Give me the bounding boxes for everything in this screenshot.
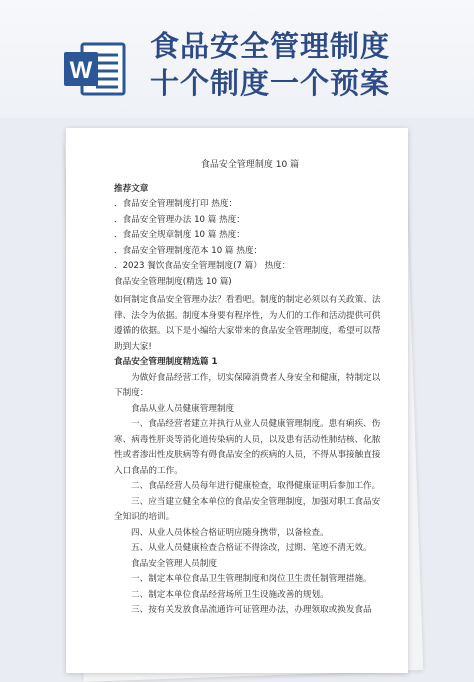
purpose-paragraph: 为做好食品经营工作，切实保障消费者人身安全和健康，特制定以下制度：	[114, 372, 381, 398]
section-heading: 食品安全管理制度精选篇 1	[114, 357, 218, 367]
recommended-item: ．食品安全规章制度 10 篇 热度：	[114, 230, 245, 240]
svg-text:W: W	[69, 57, 93, 84]
rule-item: 二、制定本单位食品经营场所卫生设施改善的规划。	[131, 589, 329, 600]
rule-item: 一、制定本单位食品卫生管理制度和岗位卫生责任制管理措施。	[131, 574, 372, 584]
banner	[0, 0, 474, 118]
recommended-item: ．食品安全管理制度打印 热度：	[114, 199, 238, 209]
recommended-item: ．食品安全管理办法 10 篇 热度：	[114, 214, 245, 225]
banner-title-line-1: 食品安全管理制度	[150, 29, 391, 63]
rule-item: 四、从业人员体检合格证明应随身携带，以备检查。	[131, 527, 329, 538]
recommended-heading: 推荐文章	[114, 183, 149, 194]
recommended-item: ．2023 餐饮食品安全管理制度(7 篇） 热度：	[114, 261, 291, 271]
sub-heading-manager: 食品安全管理人员制度	[131, 558, 217, 569]
rule-item: 三、按有关发放食品流通许可证管理办法，办理领取或换发食品	[131, 605, 372, 615]
recommended-item: 食品安全管理制度(精选 10 篇)	[114, 276, 232, 287]
rule-item: 五、从业人员健康检查合格证不得涂改，过期、笔迹不清无效。	[131, 543, 372, 553]
rule-item: 二、食品经营人员每年进行健康检查，取得健康证明后参加工作。	[131, 481, 381, 491]
rule-item: 三、应当建立健全本单位的食品安全管理制度，加强对职工食品安全知识的培训。	[114, 496, 381, 522]
word-document-icon	[62, 38, 128, 100]
document-title: 食品安全管理制度 10 篇	[200, 160, 300, 170]
recommended-item: ．食品安全管理制度范本 10 篇 热度：	[114, 245, 263, 256]
rule-item: 一、食品经营者建立并执行从业人员健康管理制度。患有痢疾、伤寒、病毒性肝炎等消化道传染病的人员，以及患有活动性肺结核、化脓性或者渗出性皮肤病等有碍食品安全的疾病的人员，不得从事接触直接入口食品的工作。	[114, 419, 381, 476]
intro-paragraph: 如何制定食品安全管理办法？看看吧。制度的制定必须以有关政策、法律、法令为依据。制度本身要有程序性，为人们的工作和活动提供可供遵循的依据。以下是小编给大家带来的食品安全管理制度，希望可以帮助到大家!	[114, 295, 381, 352]
document-page	[66, 128, 408, 673]
document-body	[114, 158, 386, 619]
banner-title-line-2: 十个制度一个预案	[150, 66, 391, 100]
banner-title	[150, 28, 470, 102]
sub-heading-health: 食品从业人员健康管理制度	[131, 403, 235, 414]
